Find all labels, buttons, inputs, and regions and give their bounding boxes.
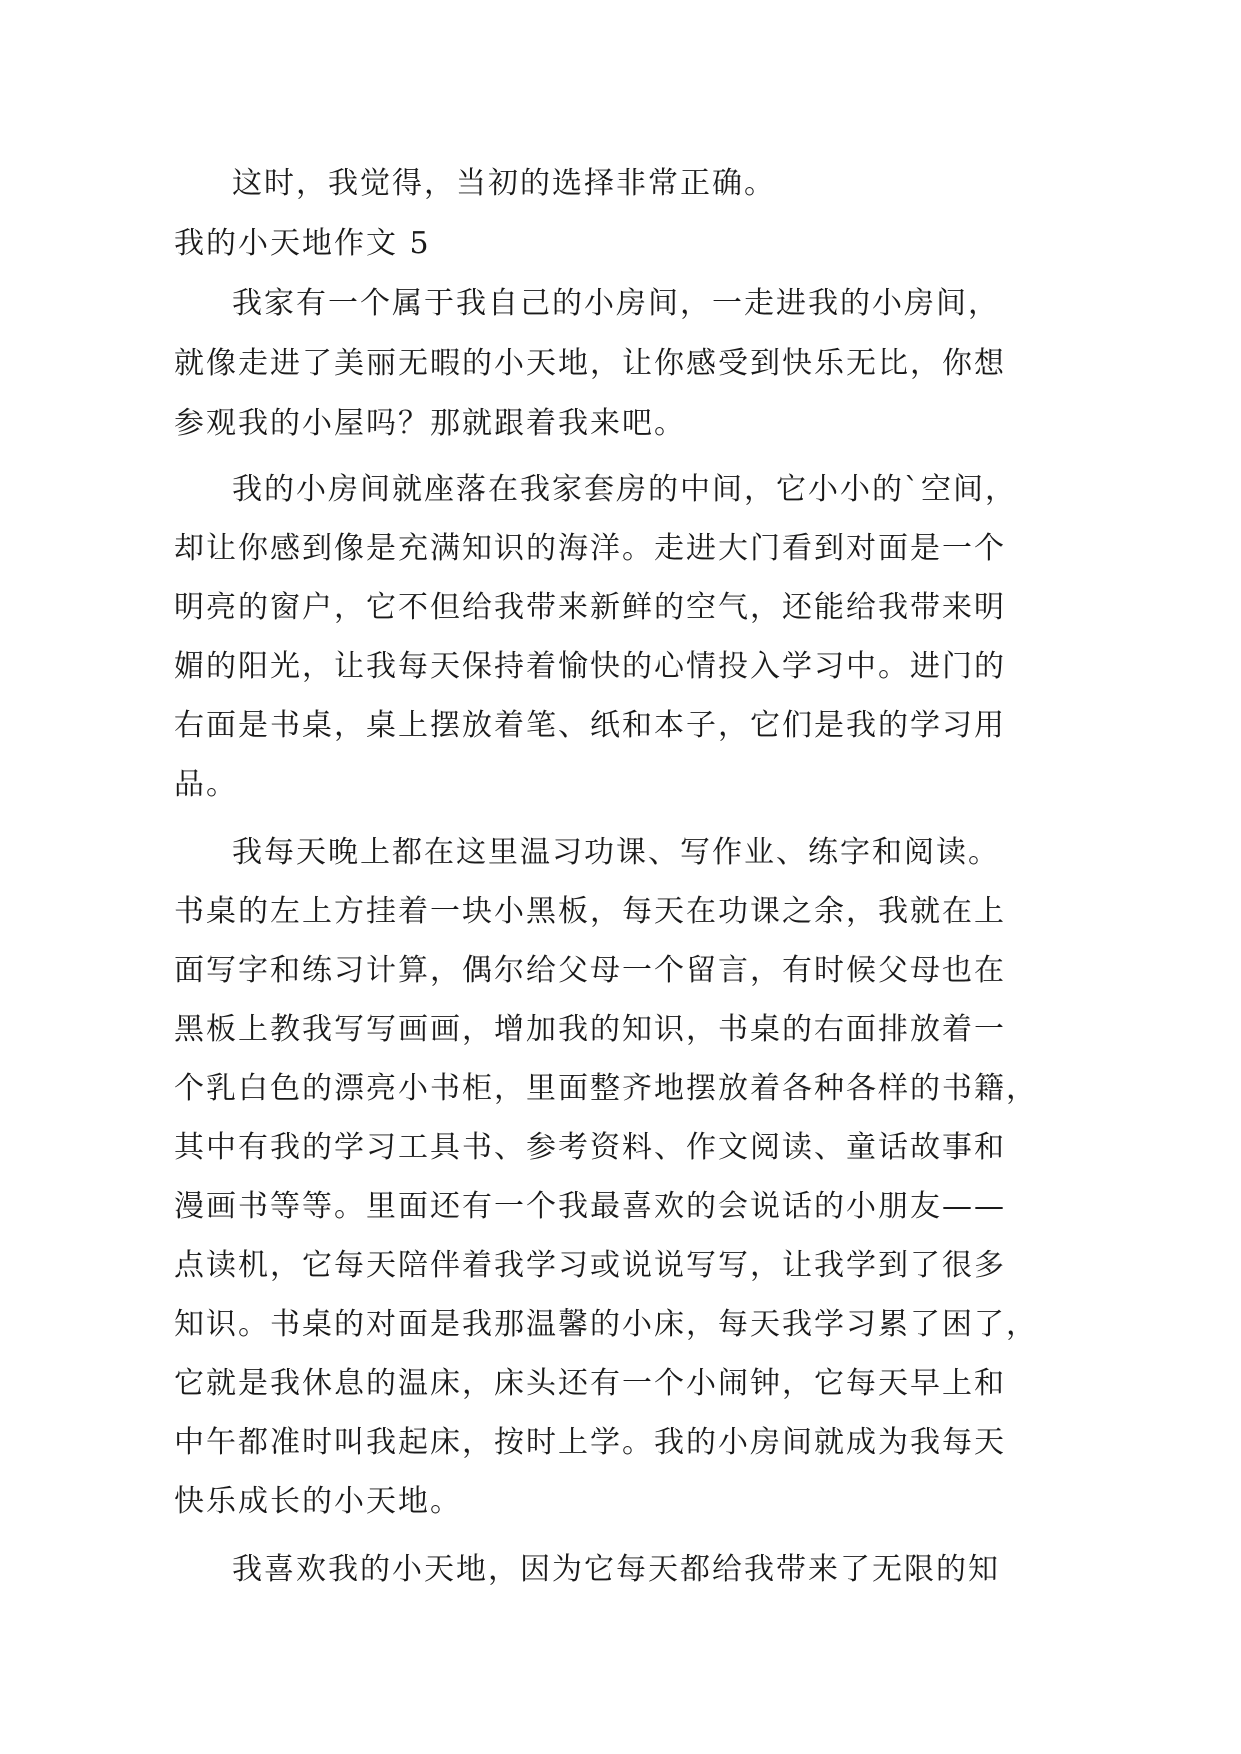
text-line: 漫画书等等。里面还有一个我最喜欢的会说话的小朋友——: [174, 1189, 1006, 1224]
text-line: 黑板上教我写写画画，增加我的知识，书桌的右面排放着一: [174, 1012, 1006, 1047]
text-line: 我每天晚上都在这里温习功课、写作业、练字和阅读。: [232, 835, 1000, 870]
text-line: 点读机，它每天陪伴着我学习或说说写写，让我学到了很多: [174, 1248, 1006, 1283]
text-line: 中午都准时叫我起床，按时上学。我的小房间就成为我每天: [174, 1425, 1006, 1460]
text-line: 我家有一个属于我自己的小房间，一走进我的小房间，: [232, 286, 1000, 321]
text-line: 我的小房间就座落在我家套房的中间，它小小的`空间，: [232, 472, 1017, 507]
text-line: 媚的阳光，让我每天保持着愉快的心情投入学习中。进门的: [174, 649, 1006, 684]
text-line: 却让你感到像是充满知识的海洋。走进大门看到对面是一个: [174, 531, 1006, 566]
text-line: 快乐成长的小天地。: [174, 1484, 462, 1519]
text-line: 书桌的左上方挂着一块小黑板，每天在功课之余，我就在上: [174, 894, 1006, 929]
section-heading: 我的小天地作文 5: [174, 226, 431, 261]
text-line: 它就是我休息的温床，床头还有一个小闹钟，它每天早上和: [174, 1366, 1006, 1401]
text-line: 面写字和练习计算，偶尔给父母一个留言，有时候父母也在: [174, 953, 1006, 988]
text-line: 右面是书桌，桌上摆放着笔、纸和本子，它们是我的学习用: [174, 708, 1006, 743]
text-line: 明亮的窗户，它不但给我带来新鲜的空气，还能给我带来明: [174, 590, 1006, 625]
text-line: 参观我的小屋吗？那就跟着我来吧。: [174, 406, 686, 441]
text-line: 其中有我的学习工具书、参考资料、作文阅读、童话故事和: [174, 1130, 1006, 1165]
text-line: 就像走进了美丽无暇的小天地，让你感受到快乐无比，你想: [174, 346, 1006, 381]
text-line: 品。: [174, 767, 238, 802]
text-line: 这时，我觉得，当初的选择非常正确。: [232, 166, 776, 201]
text-line: 知识。书桌的对面是我那温馨的小床，每天我学习累了困了，: [174, 1307, 1038, 1342]
text-line: 个乳白色的漂亮小书柜，里面整齐地摆放着各种各样的书籍，: [174, 1071, 1038, 1106]
text-line: 我喜欢我的小天地，因为它每天都给我带来了无限的知: [232, 1552, 1000, 1587]
